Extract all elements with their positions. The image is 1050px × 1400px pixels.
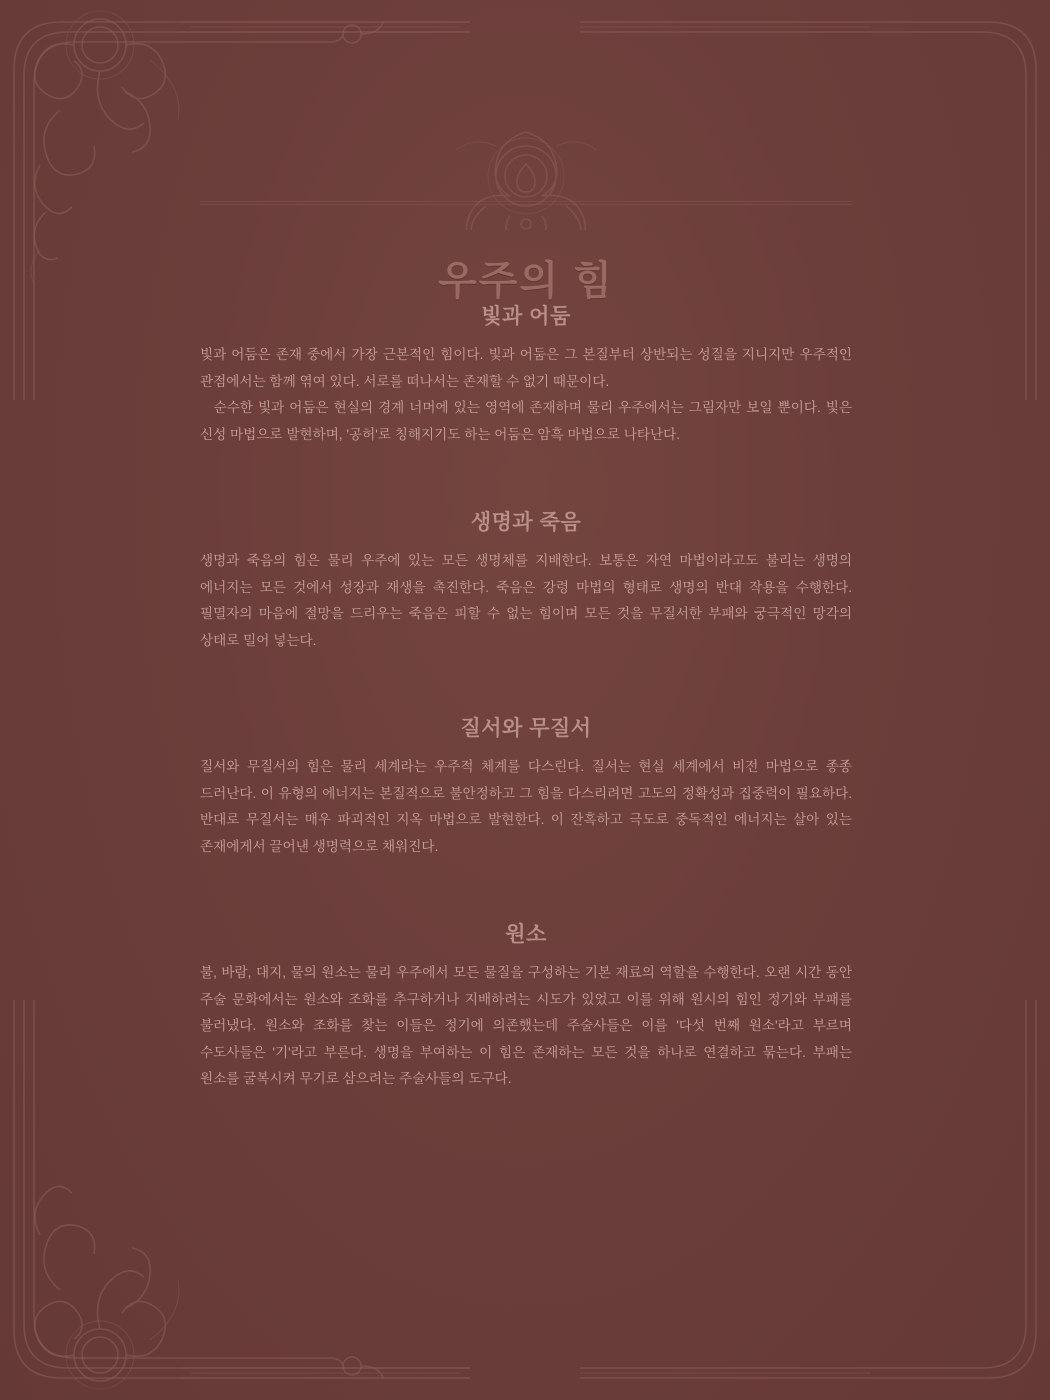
- section-paragraph: 생명과 죽음의 힘은 물리 우주에 있는 모든 생명체를 지배한다. 보통은 자연 마법이라고도 불리는 생명의 에너지는 모든 것에서 성장과 재생을 촉진한다. 죽음은 강령 마법의 형태로 생명의 반대 작용을 수행한다. 필멸자의 마음에 절망을 드리우는 죽음은 피할 수 없는 힘이며 모든 것을 무질서한 부패와 궁극적인 망각의 상태로 밀어 넣는다.: [200, 553, 852, 648]
- content-column: [200, 0, 852, 1135]
- section-heading: 질서와 무질서: [460, 717, 592, 740]
- flame-crest-ornament: [200, 120, 852, 230]
- section-life-and-death: [200, 506, 852, 654]
- section-paragraph: 빛과 어둠은 존재 중에서 가장 근본적인 힘이다. 빛과 어둠은 그 본질부터 상반되는 성질을 지니지만 우주적인 관점에서는 함께 엮여 있다. 서로를 떠나서는 존재할 수 없기 때문이다.: [200, 347, 852, 389]
- section-order-and-chaos: [200, 712, 852, 860]
- horizontal-rule-ornament: [200, 200, 852, 206]
- section-paragraph: 불, 바람, 대지, 물의 원소는 물리 우주에서 모든 물질을 구성하는 기본 재료의 역할을 수행한다. 오랜 시간 동안 주술 문화에서는 원소와 조화를 추구하거나 지배하려는 시도가 있었고 이를 위해 원시의 힘인 정기와 부패를 불러냈다. 원소와 조화를 찾는 이들은 정기에 의존했는데 주술사들은 이를 '다섯 번째 원소'라고 부르며 수도사들은 '기'라고 부른다. 생명을 부여하는 이 힘은 존재하는 모든 것을 하나로 연결하고 묶는다. 부패는 원소를 굴복시켜 무기로 삼으려는 주술사들의 도구다.: [200, 965, 852, 1086]
- section-elements: [200, 918, 852, 1093]
- section-heading: 빛과 어둠: [481, 305, 571, 328]
- section-heading: 생명과 죽음: [470, 511, 582, 534]
- page-title: 우주의 힘: [438, 258, 614, 303]
- section-paragraph: 질서와 무질서의 힘은 물리 세계라는 우주적 체계를 다스린다. 질서는 현실 세계에서 비전 마법으로 종종 드러난다. 이 유형의 에너지는 본질적으로 불안정하고 그 힘을 다스리려면 고도의 정확성과 집중력이 필요하다. 반대로 무질서는 매우 파괴적인 지옥 마법으로 발현한다. 이 잔혹하고 극도로 중독적인 에너지는 살아 있는 존재에게서 끌어낸 생명력으로 채워진다.: [200, 759, 852, 854]
- title-block: [200, 0, 852, 303]
- section-light-and-darkness: [200, 300, 852, 448]
- section-heading: 원소: [505, 923, 547, 946]
- section-paragraph: 순수한 빛과 어둠은 현실의 경계 너머에 있는 영역에 존재하며 물리 우주에서는 그림자만 보일 뿐이다. 빛은 신성 마법으로 발현하며, '공허'로 칭해지기도 하는 어둠은 암흑 마법으로 나타난다.: [200, 400, 852, 442]
